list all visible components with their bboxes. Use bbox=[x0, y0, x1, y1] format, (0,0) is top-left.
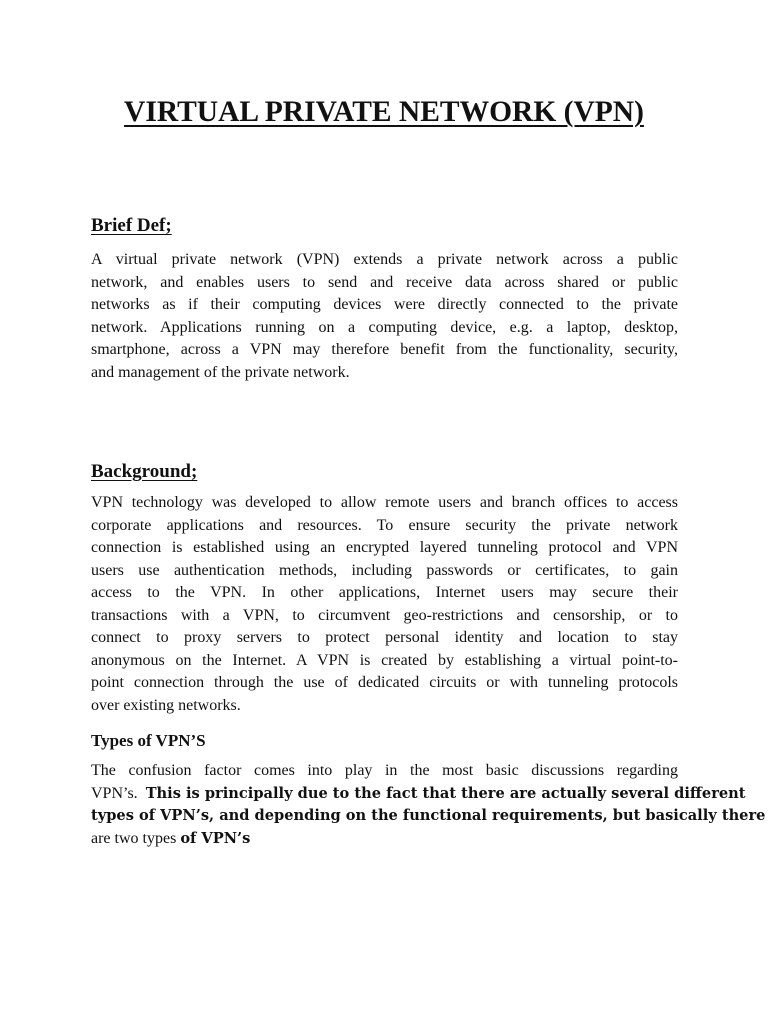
text-run-bold: of VPN’s bbox=[180, 829, 251, 847]
text-line: point connection through the use of dedicated circuits or with tunneling protocols bbox=[91, 674, 678, 691]
document-title: VIRTUAL PRIVATE NETWORK (VPN) bbox=[124, 96, 644, 128]
text-run-bold: types of VPN’s, and depending on the functional requirements, but basically there bbox=[91, 807, 766, 824]
text-line: connection is established using an encrypted layered tunneling protocol and VPN bbox=[91, 539, 678, 556]
text-line: VPN technology was developed to allow remote users and branch offices to access bbox=[91, 494, 678, 511]
text-line: connect to proxy servers to protect personal identity and location to stay bbox=[91, 629, 678, 646]
text-line: over existing networks. bbox=[91, 696, 241, 714]
section-heading-types-of-vpns: Types of VPN’S bbox=[91, 731, 206, 750]
section-body-brief-def bbox=[91, 249, 678, 384]
text-line: users use authentication methods, including passwords or certificates, to gain bbox=[91, 561, 678, 579]
section-body-background bbox=[91, 492, 678, 717]
text-line bbox=[91, 805, 766, 828]
text-line: smartphone, across a VPN may therefore benefit from the functionality, security, bbox=[91, 341, 678, 358]
text-line: network, and enables users to send and receive data across shared or public bbox=[91, 273, 678, 291]
text-line: anonymous on the Internet. A VPN is created by establishing a virtual point-to- bbox=[91, 651, 678, 669]
text-line: networks as if their computing devices were directly connected to the private bbox=[91, 296, 678, 313]
text-line: The confusion factor comes into play in the most basic discussions regarding bbox=[91, 762, 678, 779]
text-line: A virtual private network (VPN) extends a private network across a public bbox=[91, 251, 678, 268]
text-line: access to the VPN. In other applications, Internet users may secure their bbox=[91, 584, 678, 601]
text-run: are two types bbox=[91, 829, 177, 847]
text-line: corporate applications and resources. To ensure security the private network bbox=[91, 516, 678, 534]
text-line: network. Applications running on a computing device, e.g. a laptop, desktop, bbox=[91, 318, 678, 336]
section-heading-background: Background; bbox=[91, 461, 198, 482]
text-line-mixed bbox=[91, 783, 746, 806]
section-heading-brief-def: Brief Def; bbox=[91, 215, 172, 236]
section-body-types-of-vpns bbox=[91, 760, 766, 850]
text-line: and management of the private network. bbox=[91, 363, 350, 381]
text-run-bold: This is principally due to the fact that there are actually several different bbox=[145, 784, 746, 802]
text-line: transactions with a VPN, to circumvent geo-restrictions and censorship, or to bbox=[91, 606, 678, 624]
text-line-mixed bbox=[91, 828, 678, 851]
text-run: VPN’s. bbox=[91, 784, 138, 802]
